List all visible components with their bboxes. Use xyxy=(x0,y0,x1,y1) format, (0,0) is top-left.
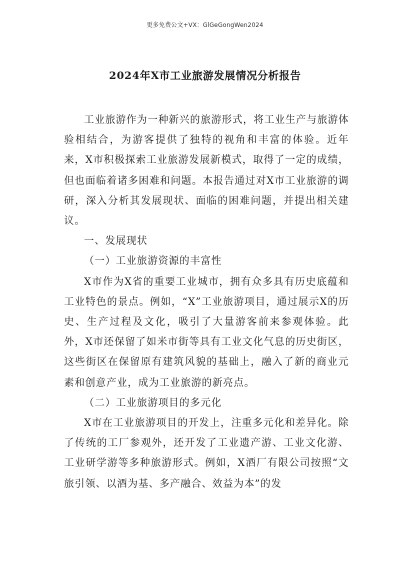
section-heading-status: 一、发展现状 xyxy=(84,236,148,248)
header-note: 更多免费公文+VX：GlGeGongWen2024 xyxy=(146,22,264,29)
subsection-heading-resources: （一）工业旅游资源的丰富性 xyxy=(84,256,222,268)
subsection-heading-diversification: （二）工业旅游项目的多元化 xyxy=(84,397,222,409)
paragraph-intro: 工业旅游作为一种新兴的旅游形式，将工业生产与旅游体验相结合，为游客提供了独特的视角和丰富的体验。近年来，X市积极探索工业旅游发展新模式，取得了一定的成绩，但也面临着诸多困难和问题。本报告通过对X市工业旅游的调研，深入分析其发展现状、面临的困难问题，并提出相关建议。 xyxy=(64,115,349,228)
paragraph-resources: X市作为X省的重要工业城市，拥有众多具有历史底蕴和工业特色的景点。例如，“X”工业旅游项目，通过展示X的历史、生产过程及文化，吸引了大量游客前来参观体验。此外，X市还保留了如米市街等具有工业文化气息的历史街区，这些街区在保留原有建筑风貌的基础上，融入了新的商业元素和创意产业，成为工业旅游的新亮点。 xyxy=(64,276,349,389)
document-title: 2024年X市工业旅游发展情况分析报告 xyxy=(109,70,301,82)
paragraph-diversification: X市在工业旅游项目的开发上，注重多元化和差异化。除了传统的工厂参观外，还开发了工业遗产游、工业文化游、工业研学游等多种旅游形式。例如，X酒厂有限公司按照“文旅引领、以酒为基、多产融合、效益为本”的发 xyxy=(64,418,349,490)
document-body xyxy=(64,111,349,495)
